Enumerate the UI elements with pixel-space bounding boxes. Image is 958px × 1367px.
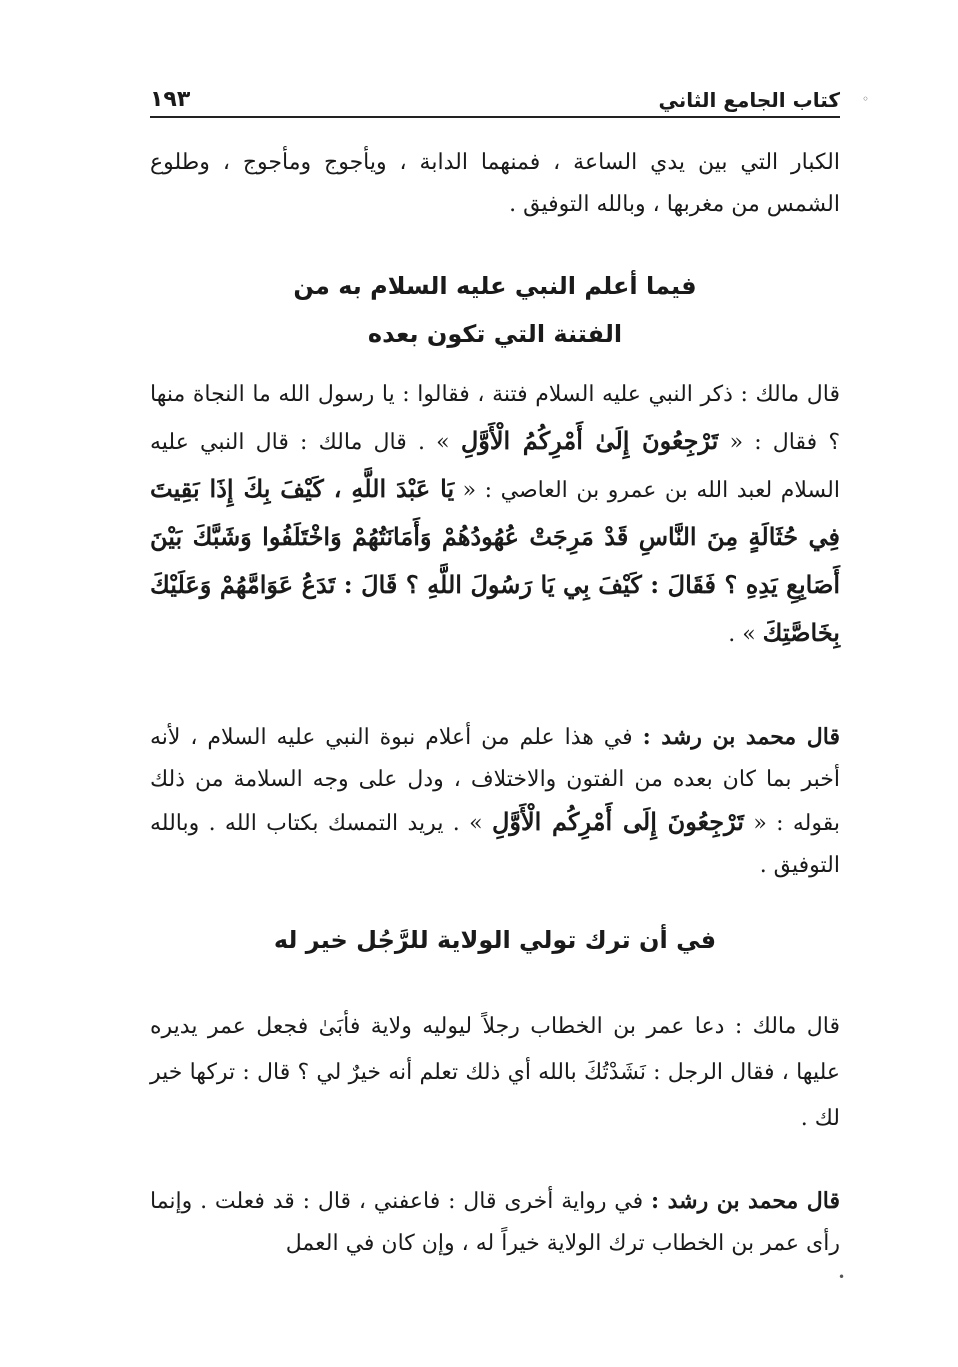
scan-mark: • <box>838 1270 846 1284</box>
page-header <box>150 80 840 118</box>
paragraph-1-text: الكبار التي بين يدي الساعة ، فمنهما الدابة ، ويأجوج ومأجوج ، وطلوع الشمس من مغربها ، وبالله التوفيق . <box>150 150 840 217</box>
paragraph-5-part-1: في رواية أخرى قال : فاعفني ، قال : قد فعلت . وإنما رأى عمر بن الخطاب ترك الولاية خيراً له ، وإن كان في العمل <box>150 1189 840 1256</box>
scan-mark: ◦ <box>862 92 870 106</box>
section-heading-1-line-2: الفتنة التي تكون بعده <box>367 320 623 348</box>
paragraph-3-part-1: في هذا علم من أعلام نبوة النبي عليه السلام ، لأنه أخبر بما كان بعده من الفتون والاختلاف ، ودل على وجه السلامة من ذلك بقوله : « <box>150 725 841 836</box>
paragraph-3-text <box>150 716 840 887</box>
paragraph-1 <box>150 142 840 226</box>
paragraph-4 <box>150 1004 840 1142</box>
commentator-label-2: قال محمد بن رشد : <box>651 1188 840 1214</box>
paragraph-4-text: قال مالك : دعا عمر بن الخطاب رجلاً ليوليه ولاية فأبَىٰ فجعل عمر يديره عليها ، فقال الرجل : نَشَدْتُكَ بالله أي ذلك تعلم أنه خيرٌ لي ؟ قال : تركها خير لك . <box>150 1014 840 1131</box>
quran-quote: تَرْجِعُونَ إِلَى أَمْرِكُم الْأَوَّلِ <box>491 807 744 836</box>
paragraph-2-text <box>150 372 840 658</box>
paragraph-3 <box>150 716 840 887</box>
paragraph-2 <box>150 372 840 658</box>
hadith-quote-1: تَرْجِعُونَ إِلَىٰ أَمْرِكُمُ الْأَوَّلِ <box>460 426 719 455</box>
section-heading-2-text: في أن ترك تولي الولاية للرَّجُل خير له <box>273 926 717 954</box>
paragraph-5-text <box>150 1180 840 1265</box>
paragraph-2-part-3: » . <box>728 622 756 647</box>
page-number: ١٩٣ <box>150 87 191 112</box>
running-title: كتاب الجامع الثاني <box>658 88 840 112</box>
section-heading-1 <box>150 262 840 358</box>
paragraph-3-part-2: » . يريد التمسك بكتاب الله . وبالله التوفيق . <box>150 811 840 878</box>
section-heading-2 <box>150 916 840 964</box>
hadith-quote-2: يَا عَبْدَ اللَّهِ ، كَيْفَ بِكَ إِذَا بَقِيتَ فِي حُثَالَةٍ مِنَ النَّاسِ قَدْ مَرِجَتْ عُهُودُهُمْ وَأَمَانَتُهُمْ وَاخْتَلَفُوا وَشَبَّكَ بَيْنَ أَصَابِعِ يَدِهِ ؟ فَقَالَ : كَيْفَ بِي يَا رَسُولَ اللَّهِ ؟ قَالَ : تَدَعُ عَوَامَّهُمْ وَعَلَيْكَ بِخَاصَّتِكَ <box>150 474 840 647</box>
commentator-label: قال محمد بن رشد : <box>642 724 840 750</box>
paragraph-5 <box>150 1180 840 1265</box>
section-heading-1-line-1: فيما أعلم النبي عليه السلام به من <box>293 272 697 300</box>
paragraph-2-part-1: قال مالك : ذكر النبي عليه السلام فتنة ، فقالوا : يا رسول الله ما النجاة منها ؟ فقال : « <box>150 382 841 455</box>
paragraph-2-part-2: » . قال مالك : قال النبي عليه السلام لعبد الله بن عمرو بن العاصي : « <box>150 430 840 503</box>
